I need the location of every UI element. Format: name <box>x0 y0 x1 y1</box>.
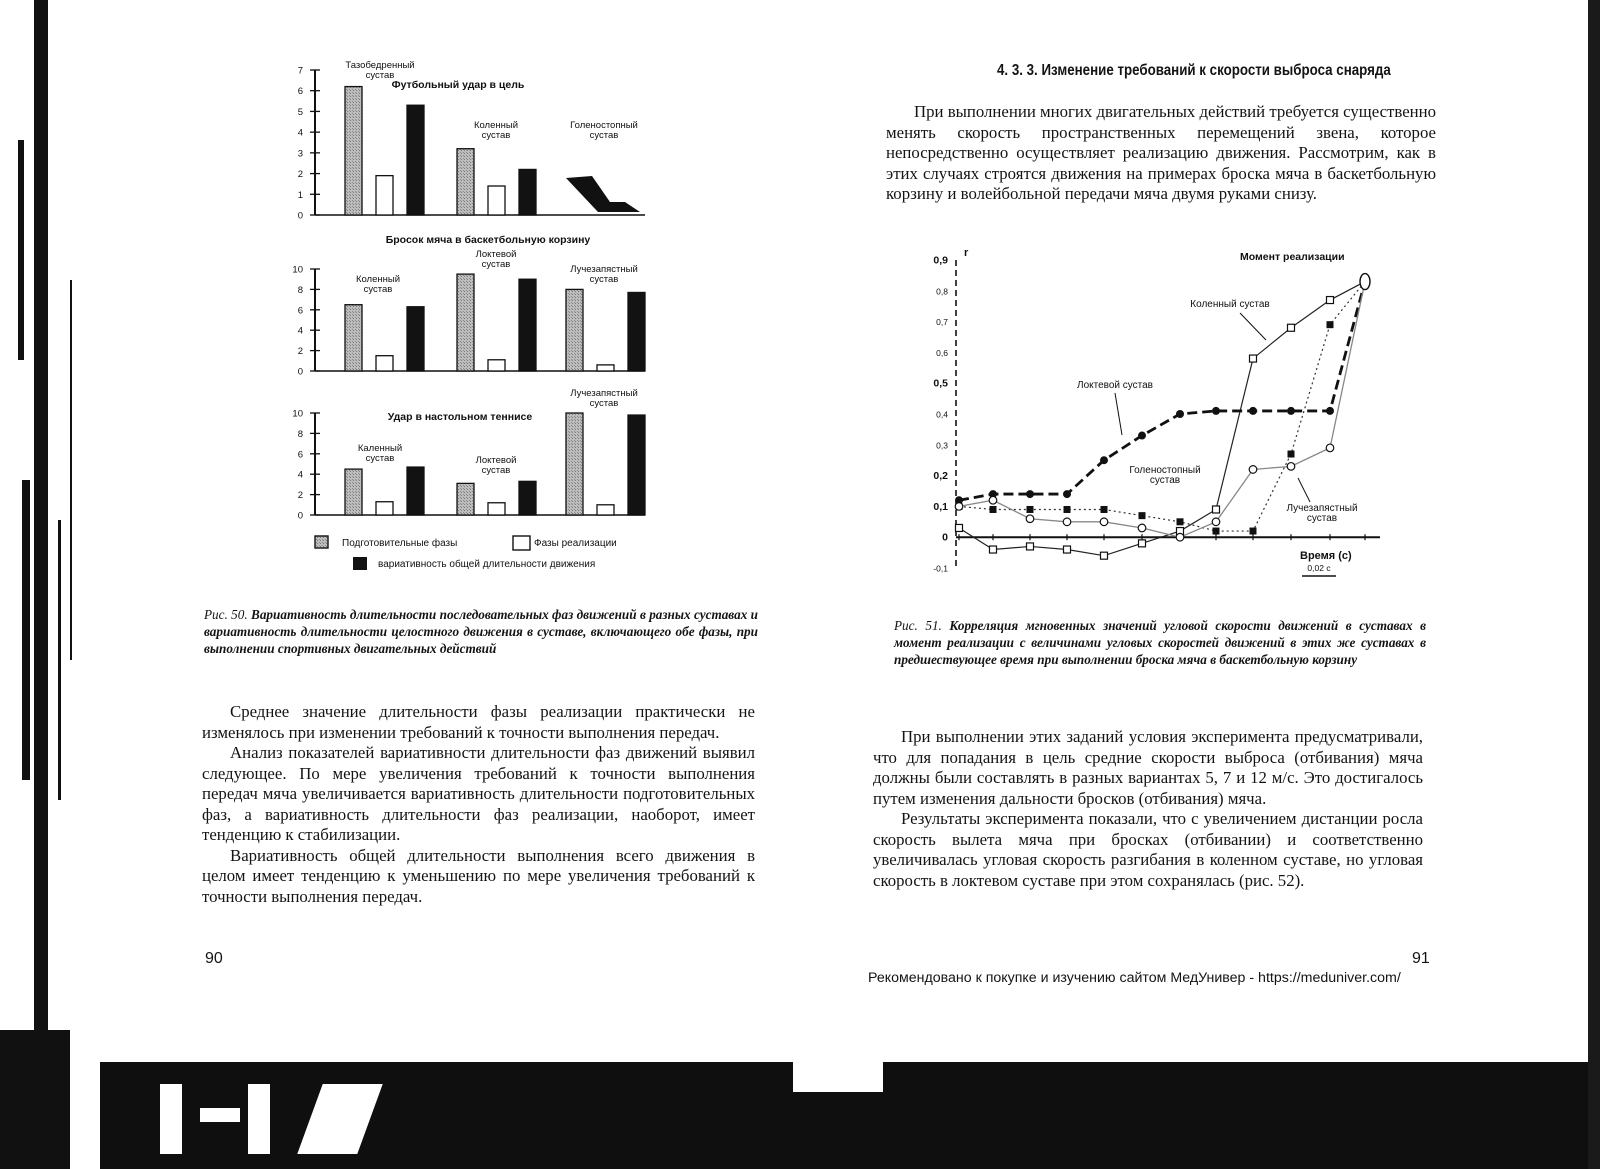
data-point <box>1213 528 1220 535</box>
realization-point <box>1360 274 1370 290</box>
data-point <box>1026 490 1034 498</box>
y-tick-label: 0,9 <box>933 254 948 267</box>
joint-label: сустав <box>481 259 511 270</box>
legend-swatch-preparatory <box>315 536 328 548</box>
y-tick-label: 5 <box>297 106 303 118</box>
data-point <box>1027 543 1034 550</box>
bar <box>566 289 583 371</box>
joint-label: сустав <box>589 130 619 141</box>
joint-label: Коленный <box>473 120 519 131</box>
data-point <box>1064 506 1071 513</box>
data-point <box>1326 407 1334 415</box>
scan-edge-strip <box>22 480 30 780</box>
y-tick-label: 4 <box>297 127 303 139</box>
y-tick-label: 0,3 <box>936 440 948 451</box>
bar <box>597 505 614 515</box>
data-point <box>956 524 963 531</box>
chart-title: Удар в настольном теннисе <box>387 411 533 423</box>
y-tick-label: -0,1 <box>933 563 948 574</box>
bar <box>407 105 424 215</box>
data-point <box>1176 410 1184 418</box>
bar <box>376 176 393 215</box>
figure-51-caption-label: Рис. 51. <box>894 618 942 633</box>
section-title: 4. 3. 3. Изменение требований к скорости выброса снаряда <box>997 62 1391 79</box>
bar <box>628 292 645 371</box>
right-intro-text <box>886 102 1436 205</box>
y-tick-label: 0 <box>942 531 948 544</box>
data-point <box>1287 463 1295 471</box>
scan-edge-strip <box>34 0 48 1169</box>
chart-title: Бросок мяча в баскетбольную корзину <box>385 234 591 246</box>
data-point <box>1026 515 1034 523</box>
data-point <box>1249 466 1257 474</box>
series-label-ankle: Голеностопный <box>1129 465 1201 476</box>
figure-50-caption-label: Рис. 50. <box>204 607 248 622</box>
moment-label: Момент реализации <box>1240 251 1345 263</box>
y-tick-label: 4 <box>297 325 303 337</box>
bar <box>566 413 583 515</box>
paragraph: При выполнении многих двигательных действий требуется существенно менять скорость пространственных перемещений звена, которое непосредственно осуществляет реализацию движения. Рассмотрим, как в этих случаях строятся движения на примерах броска мяча в баскетбольную корзину и волейбольной передачи мяча двумя руками снизу. <box>886 102 1436 203</box>
data-point <box>1287 407 1295 415</box>
bar <box>345 305 362 371</box>
y-tick-label: 10 <box>292 264 303 276</box>
page-number-left: 90 <box>205 950 223 967</box>
y-axis-label: r <box>964 247 969 259</box>
data-point <box>1212 407 1220 415</box>
figure-51-caption-text: Корреляция мгновенных значений угловой скорости движений в суставах в момент реализации с величинами угловых скоростей движений в этих же суставах в предшествующее время при выполнении броска мяча в баскетбольную корзину <box>894 618 1426 667</box>
data-point <box>1288 451 1295 458</box>
data-point <box>955 503 963 511</box>
joint-label: сустав <box>481 130 511 141</box>
joint-label: Коленный <box>355 274 401 285</box>
y-tick-label: 0,2 <box>933 470 948 483</box>
data-point <box>989 496 997 504</box>
bar <box>519 279 536 371</box>
joint-label: Каленный <box>357 443 403 454</box>
y-tick-label: 8 <box>297 284 303 296</box>
series-label-knee: Коленный сустав <box>1190 299 1270 310</box>
joint-label: сустав <box>481 465 511 476</box>
scale-bar-label: 0,02 с <box>1307 563 1331 573</box>
bar <box>488 503 505 515</box>
data-point <box>1027 506 1034 513</box>
bar <box>488 360 505 371</box>
data-point <box>1139 512 1146 519</box>
bar <box>457 483 474 515</box>
y-tick-label: 0,5 <box>933 377 948 390</box>
joint-label: Лучезапястный <box>570 264 638 275</box>
paragraph: Вариативность общей длительности выполнения всего движения в целом имеет тенденцию к уменьшению по мере увеличения требований к точности выполнения передач. <box>202 845 755 906</box>
scan-bottom-notch <box>793 1062 883 1092</box>
data-point <box>1138 432 1146 440</box>
y-tick-label: 10 <box>292 408 303 420</box>
joint-label: Лучезапястный <box>570 388 638 399</box>
series-label-wrist: сустав <box>1306 513 1338 524</box>
data-point <box>1100 518 1108 526</box>
y-tick-label: 2 <box>297 490 303 502</box>
bar <box>407 307 424 371</box>
data-point <box>1139 540 1146 547</box>
legend-label-variability: вариативность общей длительности движения <box>378 559 596 570</box>
series-line <box>959 282 1365 538</box>
y-tick-label: 2 <box>297 346 303 358</box>
data-point <box>1100 456 1108 464</box>
y-tick-label: 8 <box>297 428 303 440</box>
paragraph: Среднее значение длительности фазы реализации практически не изменялось при изменении требований к точности выполнения передач. <box>202 702 755 742</box>
scan-left-margin <box>0 0 100 1169</box>
data-point <box>1176 533 1184 541</box>
legend-label-realization: Фазы реализации <box>534 538 617 549</box>
data-point <box>1249 407 1257 415</box>
scan-bottom-glyph <box>200 1108 240 1122</box>
scan-edge-strip <box>58 520 61 800</box>
joint-label: сустав <box>363 284 393 295</box>
figure-50-caption <box>204 606 758 657</box>
data-point <box>1138 524 1146 532</box>
bar <box>376 356 393 371</box>
paragraph: Анализ показателей вариативности длительности фаз движений выявил следующее. По мере увеличения требований к точности выполнения передач мяча увеличивается вариативность длительности подготовительных фаз, а вариативность длительности фаз реализации, наоборот, имеет тенденцию к стабилизации. <box>202 743 755 844</box>
y-tick-label: 0,7 <box>936 317 948 328</box>
figure-50-bar-charts <box>200 60 775 590</box>
y-tick-label: 7 <box>297 65 303 77</box>
joint-label: сустав <box>365 453 395 464</box>
joint-label: сустав <box>365 70 395 81</box>
bar <box>345 87 362 215</box>
figure-51-caption <box>894 617 1426 668</box>
data-point <box>1063 490 1071 498</box>
data-point <box>1101 506 1108 513</box>
ankle-marker <box>566 176 640 212</box>
series-label-ankle: сустав <box>1149 475 1181 486</box>
scan-bottom-glyph <box>248 1084 270 1154</box>
y-tick-label: 0,1 <box>933 500 948 513</box>
figure-50-caption-text: Вариативность длительности последовательных фаз движений в разных суставах и вариативность длительности целостного движения в суставе, включающего обе фазы, при выполнении спортивных двигательных действий <box>204 607 758 656</box>
scan-bottom-glyph <box>160 1084 182 1154</box>
joint-label: сустав <box>589 274 619 285</box>
y-tick-label: 1 <box>297 189 303 201</box>
left-body-text <box>202 702 755 907</box>
bar <box>597 365 614 371</box>
figure-51-line-chart <box>910 240 1420 600</box>
data-point <box>1250 528 1257 535</box>
x-axis-label: Время (с) <box>1300 550 1352 562</box>
y-tick-label: 6 <box>297 86 303 98</box>
data-point <box>1327 297 1334 304</box>
series-leader-wrist <box>1298 478 1310 502</box>
bar <box>488 186 505 215</box>
y-tick-label: 6 <box>297 305 303 317</box>
y-tick-label: 0 <box>297 210 303 222</box>
data-point <box>1063 518 1071 526</box>
y-tick-label: 6 <box>297 449 303 461</box>
scan-edge-strip <box>0 1030 70 1169</box>
bar <box>519 481 536 515</box>
y-tick-label: 0 <box>297 510 303 522</box>
chart-title: Футбольный удар в цель <box>391 79 525 91</box>
data-point <box>1326 444 1334 452</box>
scan-right-edge <box>1588 0 1600 1169</box>
y-tick-label: 2 <box>297 169 303 181</box>
series-line <box>959 282 1365 556</box>
legend-swatch-realization <box>513 536 530 550</box>
y-tick-label: 0,4 <box>936 409 948 420</box>
series-leader-elbow <box>1115 393 1122 435</box>
y-tick-label: 0 <box>297 366 303 378</box>
footer-recommendation: Рекомендовано к покупке и изучению сайтом МедУнивер - https://meduniver.com/ <box>868 970 1401 986</box>
joint-label: сустав <box>589 398 619 409</box>
bar <box>407 467 424 515</box>
joint-label: Тазобедренный <box>345 60 415 71</box>
joint-label: Локтевой <box>475 455 517 466</box>
y-tick-label: 4 <box>297 469 303 481</box>
data-point <box>1250 355 1257 362</box>
y-tick-label: 0,8 <box>936 286 948 297</box>
y-tick-label: 0,6 <box>936 347 948 358</box>
scan-edge-strip <box>70 280 72 660</box>
paragraph: Результаты эксперимента показали, что с увеличением дистанции росла скорость вылета мяча при бросках (отбивании) и соответственно увеличивалась угловая скорость разгибания в коленном суставе, но угловая скорость в локтевом суставе при этом сохранялась (рис. 52). <box>873 809 1423 890</box>
data-point <box>990 506 997 513</box>
joint-label: Голеностопный <box>570 120 638 131</box>
data-point <box>1177 518 1184 525</box>
legend-label-preparatory: Подготовительные фазы <box>342 538 458 549</box>
series-label-wrist: Лучезапястный <box>1286 503 1358 514</box>
data-point <box>990 546 997 553</box>
bar <box>519 169 536 215</box>
right-body-text <box>873 727 1423 891</box>
bar <box>457 149 474 215</box>
page-number-right: 91 <box>1412 950 1430 967</box>
data-point <box>1064 546 1071 553</box>
series-leader-knee <box>1240 313 1266 340</box>
scan-edge-strip <box>18 140 24 360</box>
paragraph: При выполнении этих заданий условия эксперимента предусматривали, что для попадания в цель средние скорости выброса (отбивания) мяча должны были составлять в разных вариантах 5, 7 и 12 м/с. Это достигалось путем изменения дальности бросков (отбивания) мяча. <box>873 727 1423 808</box>
bar <box>628 415 645 515</box>
series-label-elbow: Локтевой сустав <box>1077 380 1153 391</box>
bar <box>345 469 362 515</box>
data-point <box>1212 518 1220 526</box>
bar <box>457 274 474 371</box>
data-point <box>1213 506 1220 513</box>
legend-swatch-variability <box>353 557 367 570</box>
data-point <box>1327 321 1334 328</box>
data-point <box>1288 324 1295 331</box>
joint-label: Локтевой <box>475 249 517 260</box>
y-tick-label: 3 <box>297 148 303 160</box>
data-point <box>1101 552 1108 559</box>
bar <box>376 502 393 515</box>
